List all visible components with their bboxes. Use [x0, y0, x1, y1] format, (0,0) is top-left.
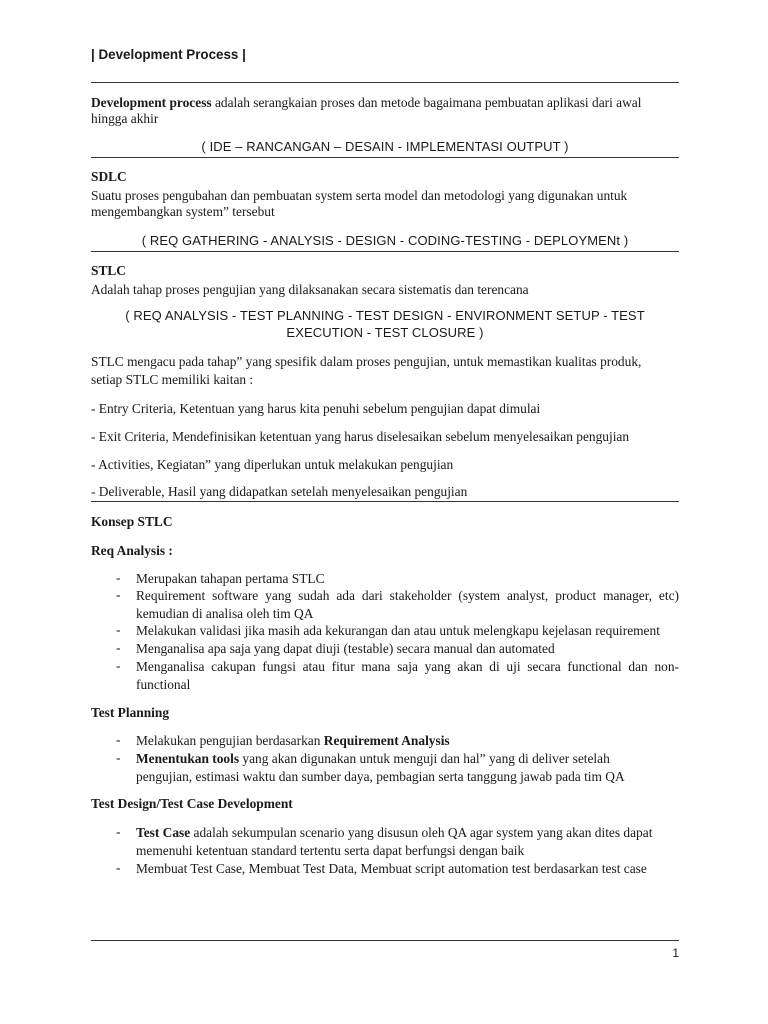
req-bullet-1: Merupakan tahapan pertama STLC: [136, 571, 325, 586]
design-bullet-1: [136, 824, 679, 859]
section-rule: [91, 501, 679, 502]
planning-bullet-1-bold: Requirement Analysis: [323, 733, 450, 748]
req-bullet-2: [136, 587, 679, 622]
stlc-sequence-2: EXECUTION - TEST CLOSURE ): [286, 325, 484, 340]
planning-bullet-2-line-2: pengujian, estimasi waktu dan sumber daya, pembagian serta tanggung jawab pada tim QA: [136, 768, 625, 784]
stlc-para-1: STLC mengacu pada tahap” yang spesifik dalam proses pengujian, untuk memastikan kualitas produk,: [91, 354, 642, 369]
sdlc-line-1: Suatu proses pengubahan dan pembuatan system serta model dan metodologi yang digunakan untuk: [91, 188, 628, 203]
req-bullet-5-line-2: functional: [136, 676, 191, 692]
bullet-dash: -: [116, 860, 121, 875]
intro-text: adalah serangkaian proses dan metode bagaimana pembuatan aplikasi dari awal: [211, 95, 642, 110]
design-bullet-1-bold: Test Case: [136, 825, 191, 840]
konsep-heading: Konsep STLC: [91, 514, 173, 529]
bullet-dash: -: [116, 732, 121, 747]
req-bullet-2-line-1: Requirement software yang sudah ada dari stakeholder (system analyst, product manager, etc): [136, 588, 679, 603]
stlc-item-deliverable: - Deliverable, Hasil yang didapatkan setelah menyelesaikan pengujian: [91, 484, 468, 499]
bullet-dash: -: [116, 658, 121, 673]
req-bullet-2-line-2: kemudian di analisa oleh tim QA: [136, 605, 314, 621]
intro-line-1: [91, 95, 679, 111]
sdlc-line-2: mengembangkan system” tersebut: [91, 204, 275, 219]
planning-bullet-2: [136, 750, 679, 785]
test-planning-heading: Test Planning: [91, 705, 170, 720]
planning-bullet-2-text: yang akan digunakan untuk menguji dan hal” yang di deliver setelah: [239, 751, 610, 766]
sdlc-sequence: ( REQ GATHERING - ANALYSIS - DESIGN - CODING-TESTING - DEPLOYMENt ): [141, 233, 629, 248]
bullet-dash: -: [116, 570, 121, 585]
planning-bullet-1: [136, 732, 679, 750]
footer-rule: [91, 940, 679, 941]
design-bullet-1-text: adalah sekumpulan scenario yang disusun oleh QA agar system yang akan dites dapat: [190, 825, 653, 840]
design-bullet-1-line-1: [136, 824, 679, 842]
req-analysis-heading: Req Analysis :: [91, 543, 173, 558]
bullet-dash: -: [116, 587, 121, 602]
bullet-dash: -: [116, 824, 121, 839]
stlc-item-entry: - Entry Criteria, Ketentuan yang harus kita penuhi sebelum pengujian dapat dimulai: [91, 401, 541, 416]
stlc-item-exit: - Exit Criteria, Mendefinisikan ketentuan yang harus diselesaikan sebelum menyelesaikan pengujian: [91, 429, 630, 444]
page-number: 1: [672, 946, 679, 960]
header-rule: [91, 82, 679, 83]
intro-line-2: hingga akhir: [91, 111, 159, 126]
header-title: | Development Process |: [91, 47, 246, 62]
stlc-para-2: setiap STLC memiliki kaitan :: [91, 372, 254, 387]
req-bullet-4: Menganalisa apa saja yang dapat diuji (testable) secara manual dan automated: [136, 641, 555, 656]
planning-bullet-2-bold: Menentukan tools: [136, 751, 240, 766]
stlc-line-1: Adalah tahap proses pengujian yang dilaksanakan secara sistematis dan terencana: [91, 282, 529, 297]
planning-bullet-2-line-1: [136, 750, 679, 768]
bullet-dash: -: [116, 640, 121, 655]
test-design-heading: Test Design/Test Case Development: [91, 796, 293, 811]
bullet-dash: -: [116, 750, 121, 765]
stlc-item-activities: - Activities, Kegiatan” yang diperlukan untuk melakukan pengujian: [91, 457, 454, 472]
planning-bullet-1-text: Melakukan pengujian berdasarkan: [136, 733, 324, 748]
intro-term: Development process: [91, 95, 212, 110]
stlc-sequence-1: ( REQ ANALYSIS - TEST PLANNING - TEST DESIGN - ENVIRONMENT SETUP - TEST: [125, 308, 645, 323]
stlc-heading: STLC: [91, 263, 126, 278]
section-rule: [91, 157, 679, 158]
design-bullet-1-line-2: memenuhi ketentuan standard tertentu serta dapat berfungsi dengan baik: [136, 842, 525, 858]
req-bullet-3: Melakukan validasi jika masih ada kekurangan dan atau untuk melengkapu kejelasan requirement: [136, 623, 660, 638]
sdlc-heading: SDLC: [91, 169, 127, 184]
bullet-dash: -: [116, 622, 121, 637]
design-bullet-2: Membuat Test Case, Membuat Test Data, Membuat script automation test berdasarkan test case: [136, 861, 647, 876]
intro-sequence: ( IDE – RANCANGAN – DESAIN - IMPLEMENTASI OUTPUT ): [201, 139, 569, 154]
req-bullet-5-line-1: Menganalisa cakupan fungsi atau fitur mana saja yang akan di uji secara functional dan non-: [136, 659, 679, 674]
section-rule: [91, 251, 679, 252]
req-bullet-5: [136, 658, 679, 693]
